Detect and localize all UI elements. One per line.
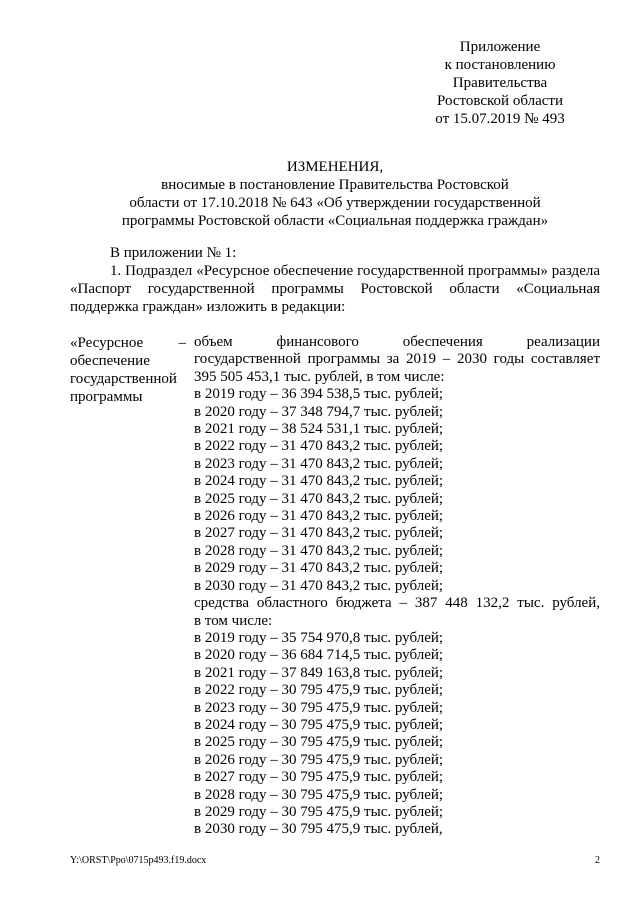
title-line: вносимые в постановление Правительства Ростовской (161, 177, 509, 193)
intro-line-1: В приложении № 1: (110, 245, 237, 261)
regional-year-line: в 2025 году – 30 795 475,9 тыс. рублей; (194, 734, 444, 751)
appendix-line: от 15.07.2019 № 493 (435, 111, 565, 127)
regional-year-line: в 2024 году – 30 795 475,9 тыс. рублей; (194, 716, 444, 733)
total-year-line: в 2020 году – 37 348 794,7 тыс. рублей; (194, 403, 444, 420)
title-line: программы Ростовской области «Социальная поддержка граждан» (121, 213, 549, 229)
document-title (70, 158, 600, 230)
regional-year-line: в 2028 году – 30 795 475,9 тыс. рублей; (194, 786, 444, 803)
regional-line: в том числе: (194, 612, 273, 629)
section-label (70, 334, 186, 406)
total-year-line: в 2021 году – 38 524 531,1 тыс. рублей; (194, 421, 444, 438)
appendix-line: к постановлению (444, 57, 556, 73)
regional-year-line: в 2020 году – 36 684 714,5 тыс. рублей; (194, 647, 444, 664)
total-year-line: в 2022 году – 31 470 843,2 тыс. рублей; (194, 438, 444, 455)
intro-paragraph: 1. Подраздел «Ресурсное обеспечение государственной программы» раздела «Паспорт государственной программы Ростовской области «Социальная поддержка граждан» изложить в редакции: (70, 263, 600, 315)
regional-year-line: в 2023 году – 30 795 475,9 тыс. рублей; (194, 699, 444, 716)
regional-year-line: в 2030 году – 30 795 475,9 тыс. рублей, (194, 821, 443, 838)
regional-year-line: в 2026 году – 30 795 475,9 тыс. рублей; (194, 751, 444, 768)
regional-year-line: в 2021 году – 37 849 163,8 тыс. рублей; (194, 664, 444, 681)
regional-line: средства областного бюджета – 387 448 132,2 тыс. рублей, (194, 595, 600, 612)
section-label-first-line (70, 334, 186, 352)
total-year-line: в 2027 году – 31 470 843,2 тыс. рублей; (194, 525, 444, 542)
total-year-line: в 2029 году – 31 470 843,2 тыс. рублей; (194, 560, 444, 577)
total-year-line: в 2023 году – 31 470 843,2 тыс. рублей; (194, 455, 444, 472)
title-line: области от 17.10.2018 № 643 «Об утверждении государственной (129, 195, 541, 211)
total-year-line: в 2028 году – 31 470 843,2 тыс. рублей; (194, 542, 444, 559)
total-year-line: в 2024 году – 31 470 843,2 тыс. рублей; (194, 473, 444, 490)
appendix-line: Приложение (459, 39, 541, 55)
intro-text (70, 244, 600, 316)
regional-year-line: в 2029 году – 30 795 475,9 тыс. рублей; (194, 803, 444, 820)
total-year-line: в 2030 году – 31 470 843,2 тыс. рублей; (194, 577, 444, 594)
footer-file-path: Y:\ORST\Ppo\0715p493.f19.docx (70, 855, 207, 866)
total-year-line: в 2019 году – 36 394 538,5 тыс. рублей; (194, 386, 444, 403)
section-label-word: программы (70, 389, 143, 405)
title-main: ИЗМЕНЕНИЯ, (286, 159, 384, 175)
appendix-line: Ростовской области (437, 93, 563, 109)
section-label-dash: – (178, 335, 186, 351)
section-content (194, 334, 600, 839)
section-label-word: государственной (70, 371, 177, 387)
total-line: объем финансового обеспечения реализации (194, 334, 600, 350)
regional-year-line: в 2019 году – 35 754 970,8 тыс. рублей; (194, 629, 444, 646)
section-label-word: обеспечение (70, 353, 150, 369)
total-year-line: в 2026 году – 31 470 843,2 тыс. рублей; (194, 508, 444, 525)
section-label-word: «Ресурсное (70, 335, 144, 351)
total-year-line: в 2025 году – 31 470 843,2 тыс. рублей; (194, 490, 444, 507)
appendix-line: Правительства (452, 75, 548, 91)
total-line: государственной программы за 2019 – 2030 годы составляет (194, 351, 600, 368)
page-number: 2 (595, 855, 600, 866)
regional-year-line: в 2027 году – 30 795 475,9 тыс. рублей; (194, 769, 444, 786)
regional-year-line: в 2022 году – 30 795 475,9 тыс. рублей; (194, 682, 444, 699)
total-line: 395 505 453,1 тыс. рублей, в том числе: (194, 368, 445, 385)
appendix-header (400, 38, 600, 128)
page-footer (70, 855, 600, 867)
